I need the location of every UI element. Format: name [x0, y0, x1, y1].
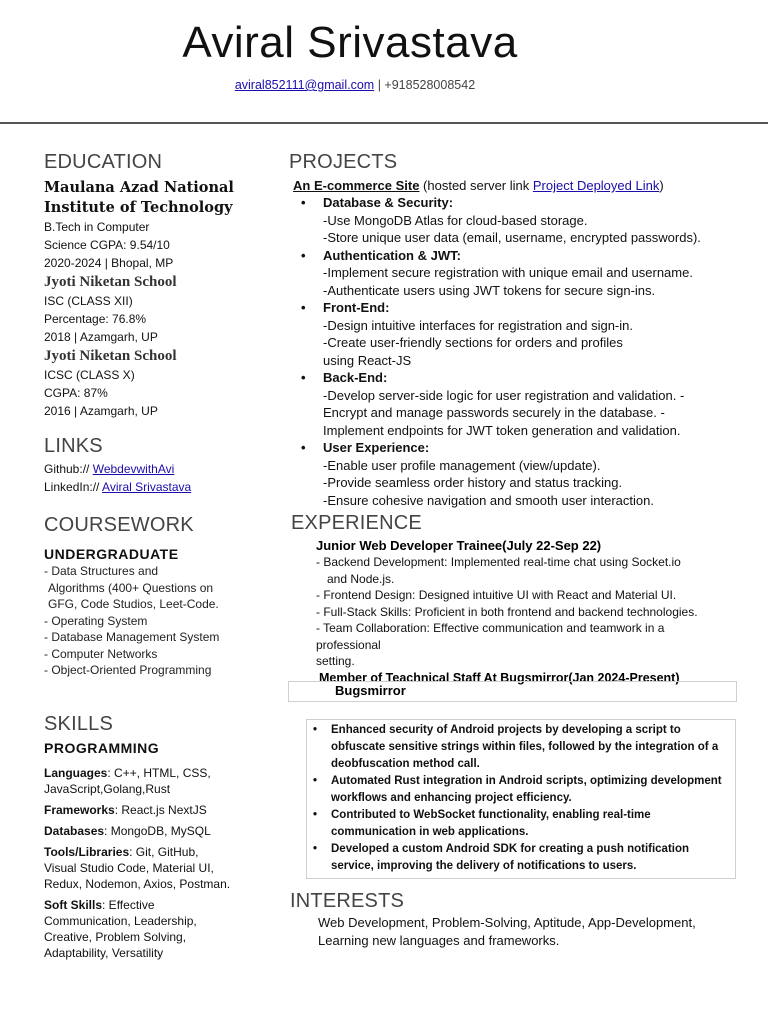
- skills-heading: SKILLS: [44, 713, 114, 735]
- company-bullet: • Developed a custom Android SDK for creating a push notification service, improving the delivery of notifications to users.: [313, 843, 690, 872]
- skill-entry: Frameworks: React.js NextJS: [44, 803, 207, 817]
- experience-section: [316, 537, 736, 687]
- education-line: B.Tech in Computer: [44, 220, 150, 234]
- experience-line: and Node.js.: [327, 571, 395, 586]
- education-line: Percentage: 76.8%: [44, 312, 147, 326]
- education-line: 2018 | Azamgarh, UP: [44, 330, 158, 344]
- coursework-item: GFG, Code Studios, Leet-Code.: [48, 597, 219, 611]
- github-link[interactable]: WebdevwithAvi: [92, 462, 175, 476]
- coursework-item: - Database Management System: [44, 630, 220, 644]
- education-institution: Jyoti Niketan School: [44, 348, 177, 364]
- company-bullet: • Automated Rust integration in Android scripts, optimizing development workflows and enhancing project efficiency.: [313, 775, 722, 804]
- company-bullet: • Contributed to WebSocket functionality, enabling real-time communication in web applications.: [313, 809, 651, 838]
- skill-entry: Languages: C++, HTML, CSS, JavaScript,Golang,Rust: [44, 766, 211, 796]
- coursework-item: - Data Structures and: [44, 564, 159, 578]
- experience-heading: EXPERIENCE: [291, 512, 422, 534]
- skill-entry: Soft Skills: Effective Communication, Leadership, Creative, Problem Solving, Adaptability, Versatility: [44, 898, 197, 960]
- project-bullet: • Database & Security: -Use MongoDB Atlas for cloud-based storage. -Store unique user data (email, username, encrypted passwords).: [301, 195, 701, 245]
- links-heading: LINKS: [44, 435, 103, 457]
- phone-number: +918528008542: [384, 78, 476, 92]
- contact-separator: |: [377, 78, 381, 92]
- project-bullets: [293, 194, 733, 509]
- company-bullets: [307, 722, 735, 875]
- experience-role: Member of Teachnical Staff At Bugsmirror(Jan 2024-Present): [319, 670, 680, 685]
- interests-heading: INTERESTS: [290, 890, 405, 912]
- project-deployed-link[interactable]: Project Deployed Link: [532, 178, 660, 193]
- project-title-line: An E-commerce Site (hosted server link Project Deployed Link): [293, 178, 664, 193]
- company-box: [288, 681, 737, 702]
- education-section: [44, 178, 249, 420]
- experience-line: - Full-Stack Skills: Proficient in both frontend and backend technologies.: [316, 604, 698, 619]
- education-line: 2016 | Azamgarh, UP: [44, 404, 158, 418]
- linkedin-label: LinkedIn://: [44, 480, 103, 494]
- project-bullet: • User Experience: -Enable user profile management (view/update). -Provide seamless order history and status tracking. -Ensure cohesive navigation and smooth user interaction.: [301, 440, 654, 508]
- company-bullets-box: [306, 719, 736, 879]
- header-divider: [0, 122, 768, 124]
- education-line: 2020-2024 | Bhopal, MP: [44, 256, 174, 270]
- coursework-item: Algorithms (400+ Questions on: [48, 580, 214, 595]
- experience-role: Junior Web Developer Trainee(July 22-Sep 22): [316, 538, 602, 553]
- education-line: CGPA: 87%: [44, 386, 108, 400]
- experience-line: - Frontend Design: Designed intuitive UI with React and Material UI.: [316, 588, 677, 602]
- company-bullet: • Enhanced security of Android projects by developing a script to obfuscate sensitive strings within files, followed by the integration of a deobfuscation method call.: [313, 724, 719, 770]
- project-title: An E-commerce Site: [293, 178, 420, 193]
- linkedin-link[interactable]: Aviral Srivastava: [102, 480, 192, 494]
- coursework-item: - Object-Oriented Programming: [44, 663, 212, 677]
- experience-line: - Team Collaboration: Effective communication and teamwork in a: [316, 621, 665, 635]
- education-line: Science CGPA: 9.54/10: [44, 238, 170, 252]
- project-bullet: • Back-End: -Develop server-side logic for user registration and validation. - Encrypt and manage passwords securely in the database. - Implement endpoints for JWT token generation and validation.: [301, 370, 685, 438]
- email-link[interactable]: aviral852111@gmail.com: [234, 78, 375, 92]
- education-heading: EDUCATION: [44, 151, 163, 173]
- coursework-section: [44, 545, 249, 679]
- skills-section: [44, 739, 234, 961]
- projects-section: [293, 178, 733, 509]
- experience-line: setting.: [316, 654, 355, 668]
- contact-line: [0, 78, 710, 92]
- education-institution: Jyoti Niketan School: [44, 274, 177, 290]
- skill-entry: Tools/Libraries: Git, GitHub, Visual Studio Code, Material UI, Redux, Nodemon, Axios, Postman.: [44, 845, 231, 891]
- education-institution: Maulana Azad National Institute of Technology: [44, 179, 234, 216]
- coursework-subheading: UNDERGRADUATE: [44, 546, 179, 562]
- education-line: ISC (CLASS XII): [44, 294, 133, 308]
- projects-heading: PROJECTS: [289, 151, 398, 173]
- interests-text: Web Development, Problem-Solving, Aptitude, App-Development, Learning new languages and frameworks.: [318, 915, 696, 948]
- education-line: ICSC (CLASS X): [44, 368, 135, 382]
- skill-entry: Databases: MongoDB, MySQL: [44, 824, 211, 838]
- project-bullet: • Authentication & JWT: -Implement secure registration with unique email and username. -Authenticate users using JWT tokens for secure sign-ins.: [301, 247, 693, 298]
- candidate-name: Aviral Srivastava: [182, 18, 518, 67]
- experience-line: - Backend Development: Implemented real-time chat using Socket.io: [316, 555, 681, 569]
- github-label: Github://: [44, 462, 93, 476]
- company-name: Bugsmirror: [335, 683, 406, 698]
- coursework-item: - Operating System: [44, 613, 148, 628]
- project-bullet: • Front-End: -Design intuitive interfaces for registration and sign-in. -Create user-friendly sections for orders and profiles using React-JS: [301, 300, 633, 368]
- experience-line: professional: [316, 637, 381, 652]
- links-section: [44, 460, 249, 496]
- coursework-item: - Computer Networks: [44, 646, 158, 661]
- coursework-heading: COURSEWORK: [44, 514, 194, 536]
- skills-subheading: PROGRAMMING: [44, 740, 160, 756]
